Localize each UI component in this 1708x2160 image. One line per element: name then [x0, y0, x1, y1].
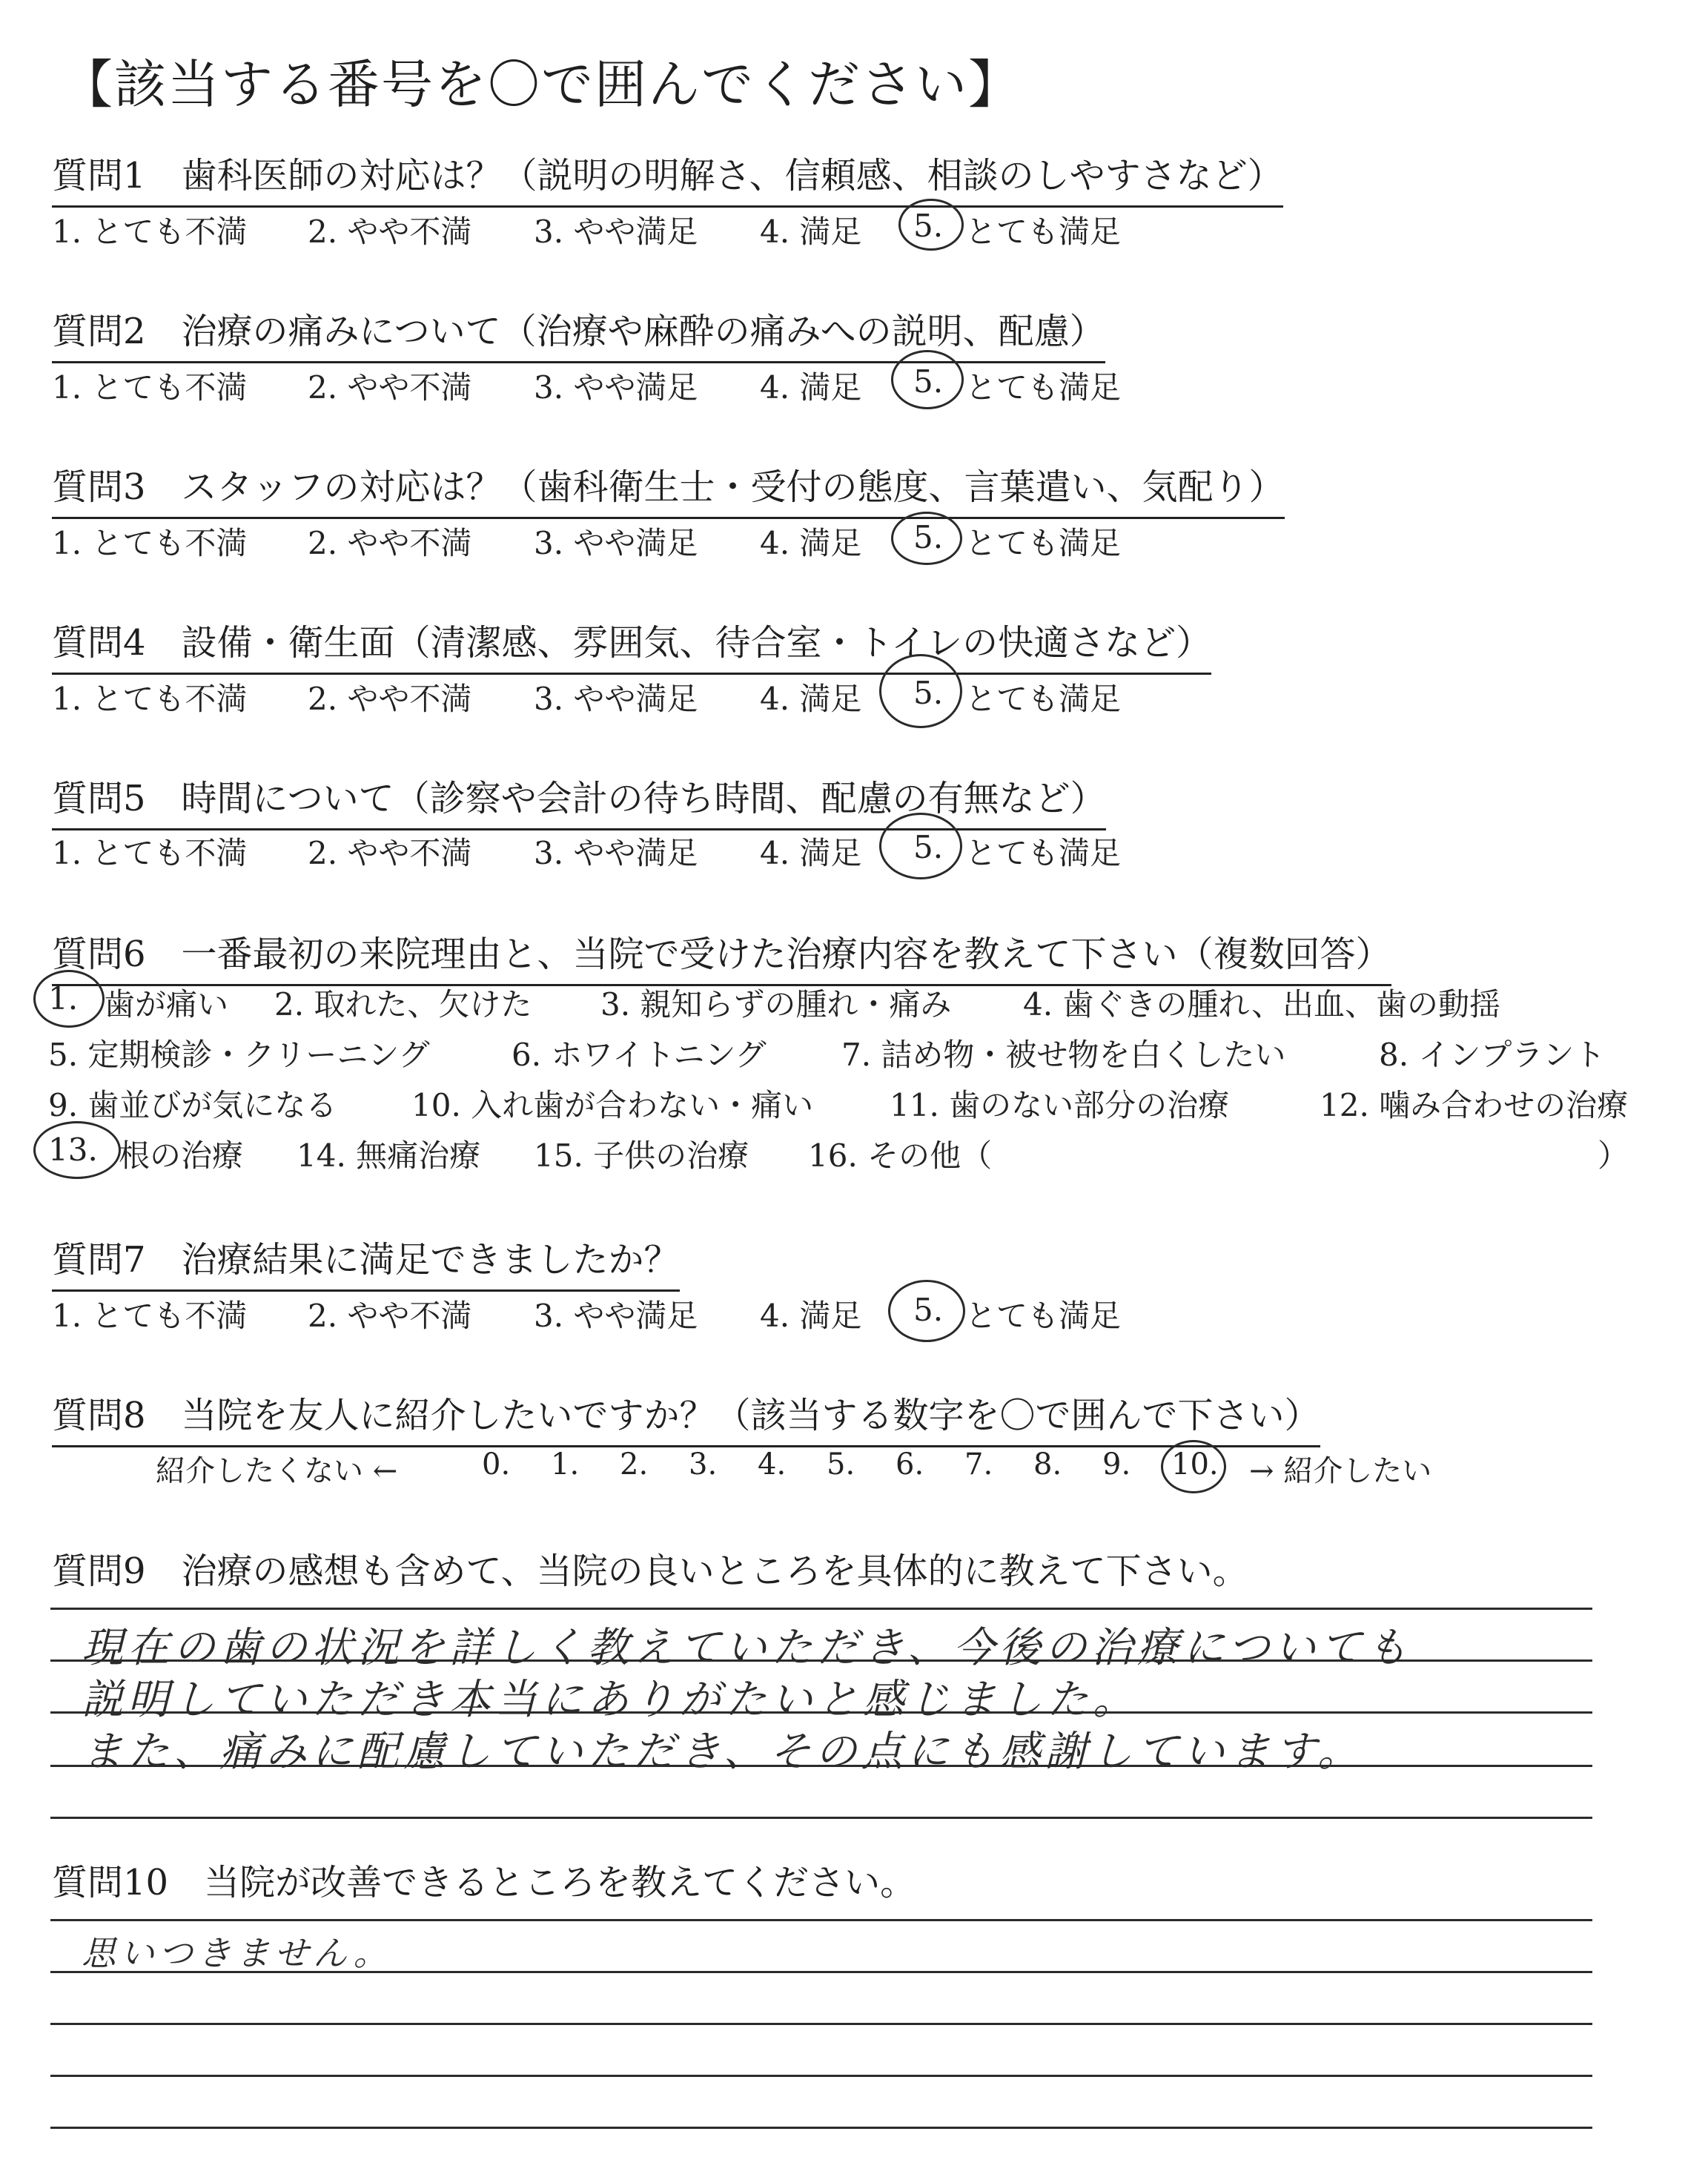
form-title: 【該当する番号を〇で囲んでください】: [61, 54, 1022, 115]
selection-circle: [1161, 1440, 1226, 1493]
option-4[interactable]: 4. 満足: [760, 525, 862, 561]
option-3[interactable]: 3. やや満足: [534, 369, 698, 406]
answer-line: [50, 1608, 1592, 1610]
scale-value-7[interactable]: 7.: [964, 1447, 993, 1482]
q6-option-15[interactable]: 15. 子供の治療: [534, 1137, 749, 1174]
option-5-label: とても満足: [965, 525, 1122, 561]
selection-circle: [33, 1121, 121, 1179]
question-1-title: [52, 147, 1283, 208]
option-5[interactable]: 5.: [913, 208, 944, 244]
selection-circle: [879, 813, 962, 879]
handwritten-answer-line: 思いつきません。: [82, 1933, 392, 1973]
option-3[interactable]: 3. やや満足: [534, 1298, 698, 1334]
question-number: 質問5: [52, 778, 146, 819]
q6-option-10[interactable]: 10. 入れ歯が合わない・痛い: [411, 1087, 814, 1123]
option-2[interactable]: 2. やや不満: [308, 369, 472, 406]
question-number: 質問7: [52, 1239, 146, 1281]
q6-option-12[interactable]: 12. 噛み合わせの治療: [1320, 1087, 1629, 1123]
handwritten-answer-line: 現在の歯の状況を詳しく教えていただき、今後の治療についても: [82, 1624, 1412, 1672]
selection-circle: [33, 970, 105, 1028]
option-1[interactable]: 1. とても不満: [52, 681, 248, 717]
q6-option-9[interactable]: 9. 歯並びが気になる: [48, 1087, 337, 1123]
q6-option-16[interactable]: 16. その他（: [808, 1137, 993, 1174]
answer-line: [50, 1919, 1592, 1921]
option-1[interactable]: 1. とても不満: [52, 835, 248, 871]
option-1[interactable]: 1. とても不満: [52, 525, 248, 561]
option-5[interactable]: 5.: [913, 363, 944, 400]
scale-value-1[interactable]: 1.: [551, 1447, 580, 1482]
option-5[interactable]: 5.: [913, 829, 944, 865]
question-number: 質問3: [52, 466, 146, 508]
scale-value-3[interactable]: 3.: [689, 1447, 718, 1482]
option-5-label: とても満足: [965, 681, 1122, 717]
question-text: 一番最初の来院理由と、当院で受けた治療内容を教えて下さい（複数回答）: [181, 934, 1391, 975]
question-number: 質問2: [52, 311, 146, 352]
option-4[interactable]: 4. 満足: [760, 1298, 862, 1334]
option-5[interactable]: 5.: [913, 1292, 944, 1328]
option-5-label: とても満足: [965, 835, 1122, 871]
question-text: 当院が改善できるところを教えてください。: [204, 1862, 916, 1903]
question-10-title: [52, 1854, 916, 1912]
question-9-title: [52, 1542, 1248, 1601]
option-3[interactable]: 3. やや満足: [534, 525, 698, 561]
option-2[interactable]: 2. やや不満: [308, 525, 472, 561]
option-1[interactable]: 1. とても不満: [52, 369, 248, 406]
q6-option-3[interactable]: 3. 親知らずの腫れ・痛み: [600, 986, 952, 1023]
q6-option-6[interactable]: 6. ホワイトニング: [512, 1037, 767, 1073]
q6-option-5[interactable]: 5. 定期検診・クリーニング: [48, 1037, 430, 1073]
answer-line: [50, 1817, 1592, 1819]
option-2[interactable]: 2. やや不満: [308, 214, 472, 250]
option-5-label: とても満足: [965, 214, 1122, 250]
question-text: 治療の感想も含めて、当院の良いところを具体的に教えて下さい。: [181, 1550, 1248, 1592]
handwritten-answer-line: また、痛みに配慮していただき、その点にも感謝しています。: [82, 1728, 1364, 1776]
option-5-label: とても満足: [965, 369, 1122, 406]
option-3[interactable]: 3. やや満足: [534, 681, 698, 717]
q6-option-11[interactable]: 11. 歯のない部分の治療: [890, 1087, 1230, 1123]
answer-line: [50, 2023, 1592, 2025]
scale-value-0[interactable]: 0.: [482, 1447, 511, 1482]
question-text: 時間について（診察や会計の待ち時間、配慮の有無など）: [181, 778, 1106, 819]
option-4[interactable]: 4. 満足: [760, 369, 862, 406]
question-7-title: [52, 1231, 680, 1292]
option-1[interactable]: 1. とても不満: [52, 214, 248, 250]
question-number: 質問9: [52, 1550, 146, 1592]
q6-option-8[interactable]: 8. インプラント: [1379, 1037, 1606, 1073]
question-number: 質問1: [52, 155, 146, 196]
option-1[interactable]: 1. とても不満: [52, 1298, 248, 1334]
option-4[interactable]: 4. 満足: [760, 214, 862, 250]
question-8-title: [52, 1387, 1320, 1447]
scale-left-label: 紹介したくない ←: [156, 1454, 398, 1488]
answer-line: [50, 2127, 1592, 2129]
option-2[interactable]: 2. やや不満: [308, 835, 472, 871]
q6-option-2[interactable]: 2. 取れた、欠けた: [274, 986, 532, 1023]
question-text: 設備・衛生面（清潔感、雰囲気、待合室・トイレの快適さなど）: [181, 622, 1212, 664]
selection-circle: [891, 512, 962, 565]
option-5-label: とても満足: [965, 1298, 1122, 1334]
question-6-title: [52, 925, 1391, 986]
question-text: スタッフの対応は？（歯科衛生士・受付の態度、言葉遣い、気配り）: [181, 466, 1285, 508]
question-number: 質問8: [52, 1395, 146, 1436]
q6-option-1-label: 歯が痛い: [104, 986, 229, 1023]
selection-circle: [888, 1280, 965, 1342]
option-3[interactable]: 3. やや満足: [534, 214, 698, 250]
scale-value-6[interactable]: 6.: [896, 1447, 924, 1482]
scale-value-2[interactable]: 2.: [620, 1447, 649, 1482]
question-3-title: [52, 458, 1285, 519]
scale-value-10[interactable]: 10.: [1171, 1447, 1219, 1482]
scale-value-4[interactable]: 4.: [758, 1447, 787, 1482]
question-number: 質問10: [52, 1862, 169, 1903]
q6-option-13-number[interactable]: 13.: [48, 1132, 98, 1168]
q6-option-1-number[interactable]: 1.: [48, 980, 79, 1017]
selection-circle: [879, 654, 962, 728]
question-text: 歯科医師の対応は？（説明の明解さ、信頼感、相談のしやすさなど）: [181, 155, 1283, 196]
q6-option-7[interactable]: 7. 詰め物・被せ物を白くしたい: [841, 1037, 1286, 1073]
question-4-title: [52, 614, 1211, 675]
answer-line: [50, 2075, 1592, 2077]
option-2[interactable]: 2. やや不満: [308, 681, 472, 717]
handwritten-answer-line: 説明していただき本当にありがたいと感じました。: [82, 1676, 1139, 1724]
option-3[interactable]: 3. やや満足: [534, 835, 698, 871]
q6-option-13-label: 根の治療: [119, 1137, 244, 1174]
q6-option-16-close: ）: [1598, 1137, 1629, 1174]
q6-option-4[interactable]: 4. 歯ぐきの腫れ、出血、歯の動揺: [1023, 986, 1500, 1023]
option-4[interactable]: 4. 満足: [760, 681, 862, 717]
option-5[interactable]: 5.: [913, 675, 944, 711]
scale-value-8[interactable]: 8.: [1033, 1447, 1062, 1482]
scale-right-label: → 紹介したい: [1249, 1454, 1432, 1488]
option-5[interactable]: 5.: [913, 519, 944, 555]
selection-circle: [898, 199, 964, 251]
selection-circle: [891, 350, 964, 409]
question-text: 治療の痛みについて（治療や麻酔の痛みへの説明、配慮）: [181, 311, 1105, 352]
question-text: 治療結果に満足できましたか？: [181, 1239, 680, 1281]
question-text: 当院を友人に紹介したいですか？（該当する数字を〇で囲んで下さい）: [181, 1395, 1320, 1436]
option-2[interactable]: 2. やや不満: [308, 1298, 472, 1334]
scale-value-9[interactable]: 9.: [1102, 1447, 1131, 1482]
q6-option-14[interactable]: 14. 無痛治療: [297, 1137, 481, 1174]
question-number: 質問6: [52, 934, 146, 975]
scale-value-5[interactable]: 5.: [827, 1447, 855, 1482]
question-number: 質問4: [52, 622, 146, 664]
option-4[interactable]: 4. 満足: [760, 835, 862, 871]
